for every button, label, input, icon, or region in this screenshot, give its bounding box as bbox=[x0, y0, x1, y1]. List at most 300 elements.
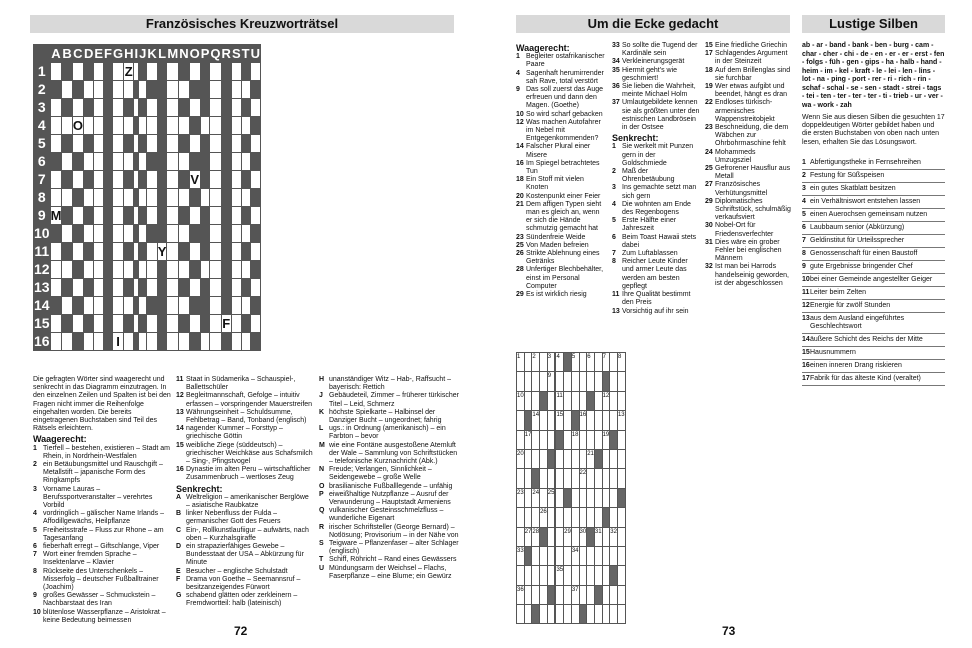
empty-cell[interactable] bbox=[524, 449, 532, 468]
empty-cell[interactable] bbox=[564, 566, 572, 585]
empty-cell[interactable] bbox=[189, 99, 200, 117]
empty-cell[interactable] bbox=[564, 449, 572, 468]
empty-cell[interactable] bbox=[210, 81, 221, 99]
empty-cell[interactable] bbox=[124, 261, 134, 279]
empty-cell[interactable] bbox=[617, 449, 625, 468]
empty-cell[interactable] bbox=[556, 585, 564, 604]
empty-cell[interactable] bbox=[231, 279, 241, 297]
empty-cell[interactable] bbox=[167, 171, 179, 189]
empty-cell[interactable] bbox=[250, 279, 260, 297]
empty-cell[interactable] bbox=[94, 279, 104, 297]
empty-cell[interactable] bbox=[524, 469, 532, 488]
empty-cell[interactable] bbox=[50, 135, 62, 153]
empty-cell[interactable] bbox=[62, 189, 72, 207]
empty-cell[interactable] bbox=[587, 411, 595, 430]
empty-cell[interactable] bbox=[139, 189, 147, 207]
empty-cell[interactable] bbox=[250, 243, 260, 261]
empty-cell[interactable]: 25 bbox=[547, 488, 555, 507]
empty-cell[interactable] bbox=[231, 261, 241, 279]
empty-cell[interactable] bbox=[517, 508, 525, 527]
empty-cell[interactable] bbox=[594, 391, 602, 410]
empty-cell[interactable] bbox=[200, 333, 210, 351]
empty-cell[interactable] bbox=[94, 207, 104, 225]
empty-cell[interactable] bbox=[610, 585, 618, 604]
empty-cell[interactable] bbox=[587, 488, 595, 507]
empty-cell[interactable] bbox=[250, 171, 260, 189]
empty-cell[interactable]: 17 bbox=[524, 430, 532, 449]
empty-cell[interactable] bbox=[231, 189, 241, 207]
empty-cell[interactable] bbox=[147, 99, 157, 117]
empty-cell[interactable] bbox=[94, 225, 104, 243]
empty-cell[interactable] bbox=[617, 566, 625, 585]
empty-cell[interactable] bbox=[524, 508, 532, 527]
empty-cell[interactable] bbox=[167, 117, 179, 135]
given-letter-cell[interactable]: O bbox=[72, 118, 83, 133]
empty-cell[interactable] bbox=[72, 243, 83, 261]
syllable-answer-line[interactable] bbox=[802, 274, 945, 287]
empty-cell[interactable] bbox=[602, 585, 610, 604]
empty-cell[interactable] bbox=[167, 261, 179, 279]
empty-cell[interactable] bbox=[524, 566, 532, 585]
empty-cell[interactable] bbox=[610, 449, 618, 468]
empty-cell[interactable] bbox=[210, 189, 221, 207]
empty-cell[interactable]: 6 bbox=[587, 353, 595, 372]
given-letter-cell[interactable]: M bbox=[50, 208, 62, 223]
empty-cell[interactable] bbox=[167, 225, 179, 243]
syllable-answer-line[interactable] bbox=[802, 196, 945, 209]
empty-cell[interactable]: 3 bbox=[547, 353, 555, 372]
empty-cell[interactable]: 36 bbox=[517, 585, 525, 604]
empty-cell[interactable] bbox=[564, 605, 572, 624]
empty-cell[interactable] bbox=[83, 261, 93, 279]
empty-cell[interactable] bbox=[179, 297, 189, 315]
empty-cell[interactable]: 28 bbox=[532, 527, 540, 546]
syllable-answer-line[interactable] bbox=[802, 248, 945, 261]
empty-cell[interactable] bbox=[594, 508, 602, 527]
empty-cell[interactable] bbox=[231, 135, 241, 153]
empty-cell[interactable] bbox=[587, 585, 595, 604]
empty-cell[interactable] bbox=[72, 99, 83, 117]
empty-cell[interactable] bbox=[124, 225, 134, 243]
empty-cell[interactable] bbox=[167, 99, 179, 117]
empty-cell[interactable] bbox=[72, 171, 83, 189]
empty-cell[interactable] bbox=[147, 117, 157, 135]
empty-cell[interactable] bbox=[540, 411, 548, 430]
empty-cell[interactable] bbox=[72, 207, 83, 225]
empty-cell[interactable] bbox=[231, 333, 241, 351]
empty-cell[interactable] bbox=[83, 333, 93, 351]
empty-cell[interactable] bbox=[540, 546, 548, 565]
empty-cell[interactable]: 13 bbox=[617, 411, 625, 430]
given-letter-cell[interactable]: V bbox=[190, 172, 200, 187]
syllable-answer-line[interactable] bbox=[802, 334, 945, 347]
empty-cell[interactable] bbox=[587, 430, 595, 449]
empty-cell[interactable] bbox=[532, 449, 540, 468]
empty-cell[interactable] bbox=[94, 117, 104, 135]
empty-cell[interactable] bbox=[571, 605, 579, 624]
empty-cell[interactable] bbox=[524, 372, 532, 391]
empty-cell[interactable] bbox=[167, 279, 179, 297]
empty-cell[interactable] bbox=[556, 508, 564, 527]
empty-cell[interactable] bbox=[50, 63, 62, 81]
empty-cell[interactable] bbox=[617, 469, 625, 488]
empty-cell[interactable] bbox=[540, 566, 548, 585]
empty-cell[interactable] bbox=[517, 469, 525, 488]
empty-cell[interactable] bbox=[112, 63, 123, 81]
empty-cell[interactable] bbox=[524, 585, 532, 604]
empty-cell[interactable] bbox=[210, 297, 221, 315]
empty-cell[interactable] bbox=[167, 207, 179, 225]
empty-cell[interactable] bbox=[556, 372, 564, 391]
empty-cell[interactable] bbox=[579, 449, 587, 468]
empty-cell[interactable]: 16 bbox=[579, 411, 587, 430]
empty-cell[interactable] bbox=[231, 243, 241, 261]
empty-cell[interactable]: 19 bbox=[602, 430, 610, 449]
empty-cell[interactable] bbox=[594, 372, 602, 391]
empty-cell[interactable] bbox=[617, 391, 625, 410]
empty-cell[interactable] bbox=[564, 585, 572, 604]
empty-cell[interactable] bbox=[610, 508, 618, 527]
empty-cell[interactable]: 30 bbox=[579, 527, 587, 546]
empty-cell[interactable] bbox=[579, 430, 587, 449]
empty-cell[interactable] bbox=[564, 430, 572, 449]
empty-cell[interactable] bbox=[231, 153, 241, 171]
empty-cell[interactable]: 4 bbox=[556, 353, 564, 372]
empty-cell[interactable] bbox=[167, 243, 179, 261]
empty-cell[interactable] bbox=[579, 391, 587, 410]
empty-cell[interactable] bbox=[532, 508, 540, 527]
empty-cell[interactable] bbox=[564, 469, 572, 488]
empty-cell[interactable] bbox=[556, 527, 564, 546]
empty-cell[interactable]: 29 bbox=[564, 527, 572, 546]
empty-cell[interactable] bbox=[564, 546, 572, 565]
empty-cell[interactable] bbox=[571, 449, 579, 468]
empty-cell[interactable] bbox=[547, 566, 555, 585]
empty-cell[interactable] bbox=[602, 527, 610, 546]
empty-cell[interactable] bbox=[94, 261, 104, 279]
empty-cell[interactable] bbox=[147, 315, 157, 333]
empty-cell[interactable] bbox=[617, 430, 625, 449]
empty-cell[interactable] bbox=[241, 297, 250, 315]
empty-cell[interactable] bbox=[602, 411, 610, 430]
syllable-answer-line[interactable] bbox=[802, 222, 945, 235]
empty-cell[interactable]: 31 bbox=[594, 527, 602, 546]
empty-cell[interactable] bbox=[62, 261, 72, 279]
empty-cell[interactable] bbox=[540, 469, 548, 488]
empty-cell[interactable] bbox=[94, 243, 104, 261]
given-letter-cell[interactable]: F bbox=[222, 316, 231, 331]
syllable-answer-line[interactable] bbox=[802, 360, 945, 373]
empty-cell[interactable] bbox=[241, 225, 250, 243]
empty-cell[interactable] bbox=[610, 411, 618, 430]
empty-cell[interactable] bbox=[602, 488, 610, 507]
empty-cell[interactable] bbox=[571, 469, 579, 488]
empty-cell[interactable] bbox=[72, 63, 83, 81]
empty-cell[interactable] bbox=[179, 333, 189, 351]
empty-cell[interactable] bbox=[124, 81, 134, 99]
empty-cell[interactable] bbox=[556, 488, 564, 507]
empty-cell[interactable] bbox=[540, 488, 548, 507]
empty-cell[interactable] bbox=[50, 171, 62, 189]
empty-cell[interactable] bbox=[112, 207, 123, 225]
empty-cell[interactable] bbox=[139, 153, 147, 171]
empty-cell[interactable]: 22 bbox=[579, 469, 587, 488]
empty-cell[interactable] bbox=[540, 449, 548, 468]
empty-cell[interactable] bbox=[50, 117, 62, 135]
empty-cell[interactable] bbox=[94, 135, 104, 153]
empty-cell[interactable] bbox=[112, 189, 123, 207]
empty-cell[interactable] bbox=[579, 585, 587, 604]
empty-cell[interactable] bbox=[210, 153, 221, 171]
empty-cell[interactable] bbox=[579, 546, 587, 565]
empty-cell[interactable] bbox=[189, 63, 200, 81]
empty-cell[interactable]: 21 bbox=[587, 449, 595, 468]
empty-cell[interactable] bbox=[210, 279, 221, 297]
empty-cell[interactable] bbox=[540, 585, 548, 604]
empty-cell[interactable] bbox=[610, 605, 618, 624]
empty-cell[interactable] bbox=[540, 430, 548, 449]
empty-cell[interactable] bbox=[94, 189, 104, 207]
empty-cell[interactable] bbox=[547, 605, 555, 624]
empty-cell[interactable] bbox=[112, 117, 123, 135]
empty-cell[interactable] bbox=[94, 171, 104, 189]
empty-cell[interactable] bbox=[167, 63, 179, 81]
empty-cell[interactable] bbox=[524, 353, 532, 372]
empty-cell[interactable] bbox=[617, 546, 625, 565]
empty-cell[interactable] bbox=[587, 469, 595, 488]
empty-cell[interactable] bbox=[571, 488, 579, 507]
empty-cell[interactable] bbox=[579, 488, 587, 507]
empty-cell[interactable] bbox=[594, 488, 602, 507]
empty-cell[interactable] bbox=[564, 391, 572, 410]
empty-cell[interactable] bbox=[231, 171, 241, 189]
empty-cell[interactable]: 7 bbox=[602, 353, 610, 372]
empty-cell[interactable] bbox=[579, 372, 587, 391]
empty-cell[interactable]: 32 bbox=[610, 527, 618, 546]
empty-cell[interactable]: 18 bbox=[571, 430, 579, 449]
empty-cell[interactable] bbox=[167, 189, 179, 207]
empty-cell[interactable] bbox=[189, 135, 200, 153]
empty-cell[interactable] bbox=[617, 585, 625, 604]
empty-cell[interactable] bbox=[50, 333, 62, 351]
empty-cell[interactable] bbox=[62, 333, 72, 351]
empty-cell[interactable] bbox=[231, 81, 241, 99]
empty-cell[interactable] bbox=[594, 605, 602, 624]
empty-cell[interactable] bbox=[532, 430, 540, 449]
empty-cell[interactable] bbox=[83, 225, 93, 243]
empty-cell[interactable] bbox=[231, 99, 241, 117]
empty-cell[interactable] bbox=[524, 488, 532, 507]
empty-cell[interactable]: 35 bbox=[556, 566, 564, 585]
empty-cell[interactable] bbox=[524, 605, 532, 624]
empty-cell[interactable] bbox=[602, 566, 610, 585]
empty-cell[interactable] bbox=[532, 566, 540, 585]
empty-cell[interactable] bbox=[547, 391, 555, 410]
empty-cell[interactable]: 37 bbox=[571, 585, 579, 604]
empty-cell[interactable] bbox=[50, 189, 62, 207]
empty-cell[interactable] bbox=[241, 189, 250, 207]
syllable-answer-line[interactable] bbox=[802, 287, 945, 300]
syllable-answer-line[interactable] bbox=[802, 235, 945, 248]
empty-cell[interactable] bbox=[62, 81, 72, 99]
empty-cell[interactable]: 33 bbox=[517, 546, 525, 565]
syllable-answer-line[interactable] bbox=[802, 261, 945, 274]
empty-cell[interactable] bbox=[50, 315, 62, 333]
empty-cell[interactable]: 5 bbox=[571, 353, 579, 372]
empty-cell[interactable] bbox=[62, 225, 72, 243]
empty-cell[interactable] bbox=[94, 99, 104, 117]
empty-cell[interactable] bbox=[517, 411, 525, 430]
empty-cell[interactable]: 20 bbox=[517, 449, 525, 468]
empty-cell[interactable] bbox=[189, 243, 200, 261]
empty-cell[interactable] bbox=[594, 469, 602, 488]
empty-cell[interactable] bbox=[547, 469, 555, 488]
empty-cell[interactable] bbox=[250, 207, 260, 225]
empty-cell[interactable] bbox=[72, 315, 83, 333]
empty-cell[interactable] bbox=[112, 261, 123, 279]
empty-cell[interactable] bbox=[147, 135, 157, 153]
empty-cell[interactable] bbox=[517, 430, 525, 449]
given-letter-cell[interactable]: I bbox=[112, 333, 123, 351]
empty-cell[interactable] bbox=[210, 225, 221, 243]
empty-cell[interactable] bbox=[540, 372, 548, 391]
empty-cell[interactable] bbox=[112, 99, 123, 117]
empty-cell[interactable] bbox=[167, 297, 179, 315]
given-letter-cell[interactable]: Z bbox=[124, 64, 133, 79]
empty-cell[interactable] bbox=[517, 605, 525, 624]
empty-cell[interactable] bbox=[139, 333, 147, 351]
empty-cell[interactable] bbox=[547, 411, 555, 430]
empty-cell[interactable] bbox=[210, 63, 221, 81]
empty-cell[interactable] bbox=[200, 261, 210, 279]
empty-cell[interactable] bbox=[587, 508, 595, 527]
syllable-answer-line[interactable] bbox=[802, 209, 945, 222]
syllable-answer-line[interactable] bbox=[802, 183, 945, 196]
empty-cell[interactable] bbox=[610, 372, 618, 391]
empty-cell[interactable] bbox=[179, 189, 189, 207]
empty-cell[interactable] bbox=[617, 527, 625, 546]
empty-cell[interactable] bbox=[250, 99, 260, 117]
empty-cell[interactable] bbox=[571, 391, 579, 410]
empty-cell[interactable] bbox=[147, 333, 157, 351]
empty-cell[interactable] bbox=[571, 508, 579, 527]
empty-cell[interactable] bbox=[124, 153, 134, 171]
empty-cell[interactable] bbox=[231, 207, 241, 225]
empty-cell[interactable] bbox=[62, 117, 72, 135]
empty-cell[interactable] bbox=[210, 171, 221, 189]
empty-cell[interactable] bbox=[112, 243, 123, 261]
empty-cell[interactable] bbox=[210, 261, 221, 279]
empty-cell[interactable] bbox=[210, 243, 221, 261]
empty-cell[interactable] bbox=[124, 297, 134, 315]
empty-cell[interactable] bbox=[532, 546, 540, 565]
empty-cell[interactable] bbox=[200, 189, 210, 207]
empty-cell[interactable] bbox=[210, 135, 221, 153]
empty-cell[interactable] bbox=[179, 117, 189, 135]
empty-cell[interactable]: 26 bbox=[540, 508, 548, 527]
empty-cell[interactable]: 27 bbox=[524, 527, 532, 546]
empty-cell[interactable] bbox=[72, 135, 83, 153]
empty-cell[interactable] bbox=[610, 469, 618, 488]
empty-cell[interactable] bbox=[112, 225, 123, 243]
empty-cell[interactable] bbox=[571, 566, 579, 585]
empty-cell[interactable] bbox=[250, 315, 260, 333]
empty-cell[interactable] bbox=[124, 117, 134, 135]
empty-cell[interactable] bbox=[112, 153, 123, 171]
empty-cell[interactable] bbox=[124, 333, 134, 351]
empty-cell[interactable] bbox=[587, 372, 595, 391]
empty-cell[interactable] bbox=[139, 225, 147, 243]
empty-cell[interactable] bbox=[210, 315, 221, 333]
empty-cell[interactable] bbox=[210, 333, 221, 351]
empty-cell[interactable] bbox=[547, 430, 555, 449]
empty-cell[interactable] bbox=[112, 315, 123, 333]
empty-cell[interactable] bbox=[532, 391, 540, 410]
empty-cell[interactable] bbox=[556, 469, 564, 488]
empty-cell[interactable]: 9 bbox=[547, 372, 555, 391]
empty-cell[interactable] bbox=[94, 315, 104, 333]
empty-cell[interactable] bbox=[139, 117, 147, 135]
empty-cell[interactable] bbox=[94, 63, 104, 81]
empty-cell[interactable]: 15 bbox=[556, 411, 564, 430]
empty-cell[interactable] bbox=[72, 279, 83, 297]
given-letter-cell[interactable]: Y bbox=[157, 244, 167, 259]
empty-cell[interactable]: 10 bbox=[517, 391, 525, 410]
empty-cell[interactable] bbox=[564, 508, 572, 527]
empty-cell[interactable] bbox=[112, 279, 123, 297]
empty-cell[interactable]: 1 bbox=[517, 353, 525, 372]
empty-cell[interactable] bbox=[579, 566, 587, 585]
empty-cell[interactable] bbox=[532, 372, 540, 391]
empty-cell[interactable] bbox=[189, 279, 200, 297]
empty-cell[interactable] bbox=[179, 81, 189, 99]
empty-cell[interactable] bbox=[594, 546, 602, 565]
empty-cell[interactable] bbox=[602, 469, 610, 488]
empty-cell[interactable] bbox=[540, 605, 548, 624]
empty-cell[interactable] bbox=[547, 527, 555, 546]
empty-cell[interactable] bbox=[610, 391, 618, 410]
syllable-answer-line[interactable] bbox=[802, 157, 945, 170]
empty-cell[interactable] bbox=[210, 207, 221, 225]
empty-cell[interactable] bbox=[602, 449, 610, 468]
empty-cell[interactable] bbox=[94, 153, 104, 171]
empty-cell[interactable] bbox=[139, 261, 147, 279]
empty-cell[interactable] bbox=[556, 546, 564, 565]
empty-cell[interactable] bbox=[547, 546, 555, 565]
empty-cell[interactable] bbox=[231, 63, 241, 81]
empty-cell[interactable] bbox=[50, 261, 62, 279]
empty-cell[interactable] bbox=[617, 605, 625, 624]
empty-cell[interactable] bbox=[556, 605, 564, 624]
empty-cell[interactable] bbox=[167, 333, 179, 351]
empty-cell[interactable]: 2 bbox=[532, 353, 540, 372]
empty-cell[interactable] bbox=[231, 117, 241, 135]
empty-cell[interactable] bbox=[241, 117, 250, 135]
syllable-answer-line[interactable] bbox=[802, 313, 945, 334]
empty-cell[interactable] bbox=[617, 372, 625, 391]
empty-cell[interactable] bbox=[147, 63, 157, 81]
syllable-answer-line[interactable] bbox=[802, 300, 945, 313]
empty-cell[interactable] bbox=[124, 189, 134, 207]
empty-cell[interactable] bbox=[547, 508, 555, 527]
empty-cell[interactable] bbox=[139, 81, 147, 99]
empty-cell[interactable] bbox=[231, 315, 241, 333]
empty-cell[interactable] bbox=[610, 546, 618, 565]
empty-cell[interactable] bbox=[139, 297, 147, 315]
empty-cell[interactable] bbox=[62, 153, 72, 171]
syllable-answer-line[interactable] bbox=[802, 347, 945, 360]
empty-cell[interactable] bbox=[594, 430, 602, 449]
